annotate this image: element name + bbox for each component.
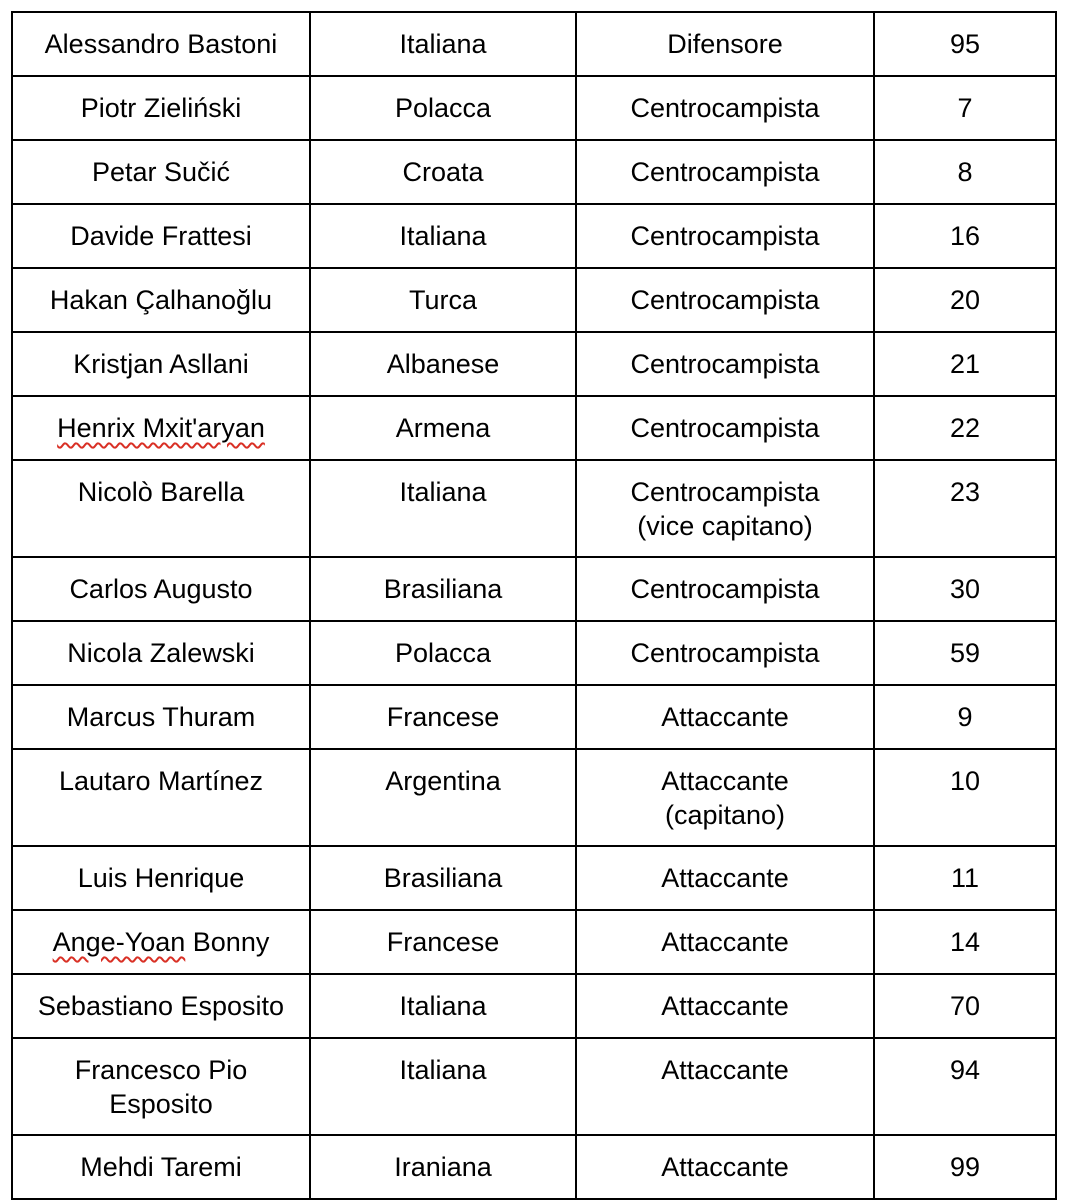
table-row — [12, 1038, 1056, 1135]
nationality-cell[interactable]: Iraniana — [310, 1135, 576, 1199]
nationality-cell[interactable]: Armena — [310, 396, 576, 460]
player-name-cell[interactable]: Luis Henrique — [12, 846, 310, 910]
nationality-cell[interactable]: Francese — [310, 910, 576, 974]
player-name-cell[interactable]: Mehdi Taremi — [12, 1135, 310, 1199]
table-row — [12, 332, 1056, 396]
spellcheck-flagged-text: Ange-Yoan — [52, 927, 186, 957]
shirt-number-cell[interactable]: 21 — [874, 332, 1056, 396]
role-cell[interactable]: Attaccante — [576, 1038, 874, 1135]
role-text: Centrocampista — [630, 477, 820, 507]
role-cell[interactable]: Attaccante — [576, 1135, 874, 1199]
table-row — [12, 12, 1056, 76]
table-row — [12, 910, 1056, 974]
role-note-text: (capitano) — [664, 800, 786, 830]
role-text: Attaccante — [661, 766, 789, 796]
role-cell[interactable]: Attaccante — [576, 685, 874, 749]
shirt-number-cell[interactable]: 59 — [874, 621, 1056, 685]
player-name-cell[interactable]: Nicola Zalewski — [12, 621, 310, 685]
shirt-number-cell[interactable]: 8 — [874, 140, 1056, 204]
shirt-number-cell[interactable]: 22 — [874, 396, 1056, 460]
nationality-cell[interactable]: Italiana — [310, 12, 576, 76]
nationality-cell[interactable]: Turca — [310, 268, 576, 332]
player-name-cell[interactable]: Lautaro Martínez — [12, 749, 310, 846]
role-cell[interactable]: Centrocampista — [576, 140, 874, 204]
table-row — [12, 621, 1056, 685]
player-name-cell[interactable]: Petar Sučić — [12, 140, 310, 204]
nationality-cell[interactable]: Italiana — [310, 204, 576, 268]
player-name-text: Bonny — [185, 927, 270, 957]
player-name-cell[interactable] — [12, 910, 310, 974]
role-cell[interactable]: Centrocampista — [576, 76, 874, 140]
role-cell[interactable]: Centrocampista — [576, 204, 874, 268]
player-name-cell[interactable]: Alessandro Bastoni — [12, 12, 310, 76]
nationality-cell[interactable]: Francese — [310, 685, 576, 749]
role-cell[interactable] — [576, 749, 874, 846]
role-cell[interactable]: Centrocampista — [576, 557, 874, 621]
shirt-number-cell[interactable]: 95 — [874, 12, 1056, 76]
player-name-cell[interactable] — [12, 1038, 310, 1135]
players-table — [11, 11, 1057, 1200]
nationality-cell[interactable]: Polacca — [310, 621, 576, 685]
nationality-cell[interactable]: Brasiliana — [310, 846, 576, 910]
table-row — [12, 685, 1056, 749]
table-row — [12, 396, 1056, 460]
role-cell[interactable]: Attaccante — [576, 846, 874, 910]
nationality-cell[interactable]: Italiana — [310, 1038, 576, 1135]
nationality-cell[interactable]: Argentina — [310, 749, 576, 846]
nationality-cell[interactable]: Albanese — [310, 332, 576, 396]
role-cell[interactable] — [576, 460, 874, 557]
table-row — [12, 1135, 1056, 1199]
table-row — [12, 557, 1056, 621]
table-row — [12, 140, 1056, 204]
spellcheck-flagged-text: Henrix Mxit'aryan — [57, 413, 265, 443]
shirt-number-cell[interactable]: 11 — [874, 846, 1056, 910]
role-cell[interactable]: Centrocampista — [576, 396, 874, 460]
role-cell[interactable]: Centrocampista — [576, 268, 874, 332]
table-row — [12, 268, 1056, 332]
table-row — [12, 974, 1056, 1038]
player-name-line: Francesco Pio — [74, 1055, 248, 1085]
nationality-cell[interactable]: Italiana — [310, 974, 576, 1038]
role-cell[interactable]: Attaccante — [576, 974, 874, 1038]
table-row — [12, 749, 1056, 846]
shirt-number-cell[interactable]: 23 — [874, 460, 1056, 557]
table-row — [12, 846, 1056, 910]
player-name-cell[interactable]: Marcus Thuram — [12, 685, 310, 749]
player-name-cell[interactable] — [12, 396, 310, 460]
role-note-text: (vice capitano) — [637, 511, 813, 541]
player-name-cell[interactable]: Piotr Zieliński — [12, 76, 310, 140]
shirt-number-cell[interactable]: 10 — [874, 749, 1056, 846]
player-name-cell[interactable]: Carlos Augusto — [12, 557, 310, 621]
shirt-number-cell[interactable]: 9 — [874, 685, 1056, 749]
player-name-cell[interactable]: Sebastiano Esposito — [12, 974, 310, 1038]
shirt-number-cell[interactable]: 99 — [874, 1135, 1056, 1199]
shirt-number-cell[interactable]: 16 — [874, 204, 1056, 268]
role-cell[interactable]: Difensore — [576, 12, 874, 76]
role-cell[interactable]: Centrocampista — [576, 621, 874, 685]
player-name-cell[interactable]: Davide Frattesi — [12, 204, 310, 268]
table-row — [12, 76, 1056, 140]
shirt-number-cell[interactable]: 30 — [874, 557, 1056, 621]
shirt-number-cell[interactable]: 94 — [874, 1038, 1056, 1135]
role-cell[interactable]: Attaccante — [576, 910, 874, 974]
player-name-line: Esposito — [109, 1089, 213, 1119]
shirt-number-cell[interactable]: 7 — [874, 76, 1056, 140]
player-name-cell[interactable]: Hakan Çalhanoğlu — [12, 268, 310, 332]
nationality-cell[interactable]: Italiana — [310, 460, 576, 557]
nationality-cell[interactable]: Polacca — [310, 76, 576, 140]
shirt-number-cell[interactable]: 70 — [874, 974, 1056, 1038]
table-row — [12, 460, 1056, 557]
nationality-cell[interactable]: Brasiliana — [310, 557, 576, 621]
table-row — [12, 204, 1056, 268]
role-cell[interactable]: Centrocampista — [576, 332, 874, 396]
shirt-number-cell[interactable]: 20 — [874, 268, 1056, 332]
player-name-cell[interactable]: Kristjan Asllani — [12, 332, 310, 396]
player-name-cell[interactable]: Nicolò Barella — [12, 460, 310, 557]
shirt-number-cell[interactable]: 14 — [874, 910, 1056, 974]
nationality-cell[interactable]: Croata — [310, 140, 576, 204]
